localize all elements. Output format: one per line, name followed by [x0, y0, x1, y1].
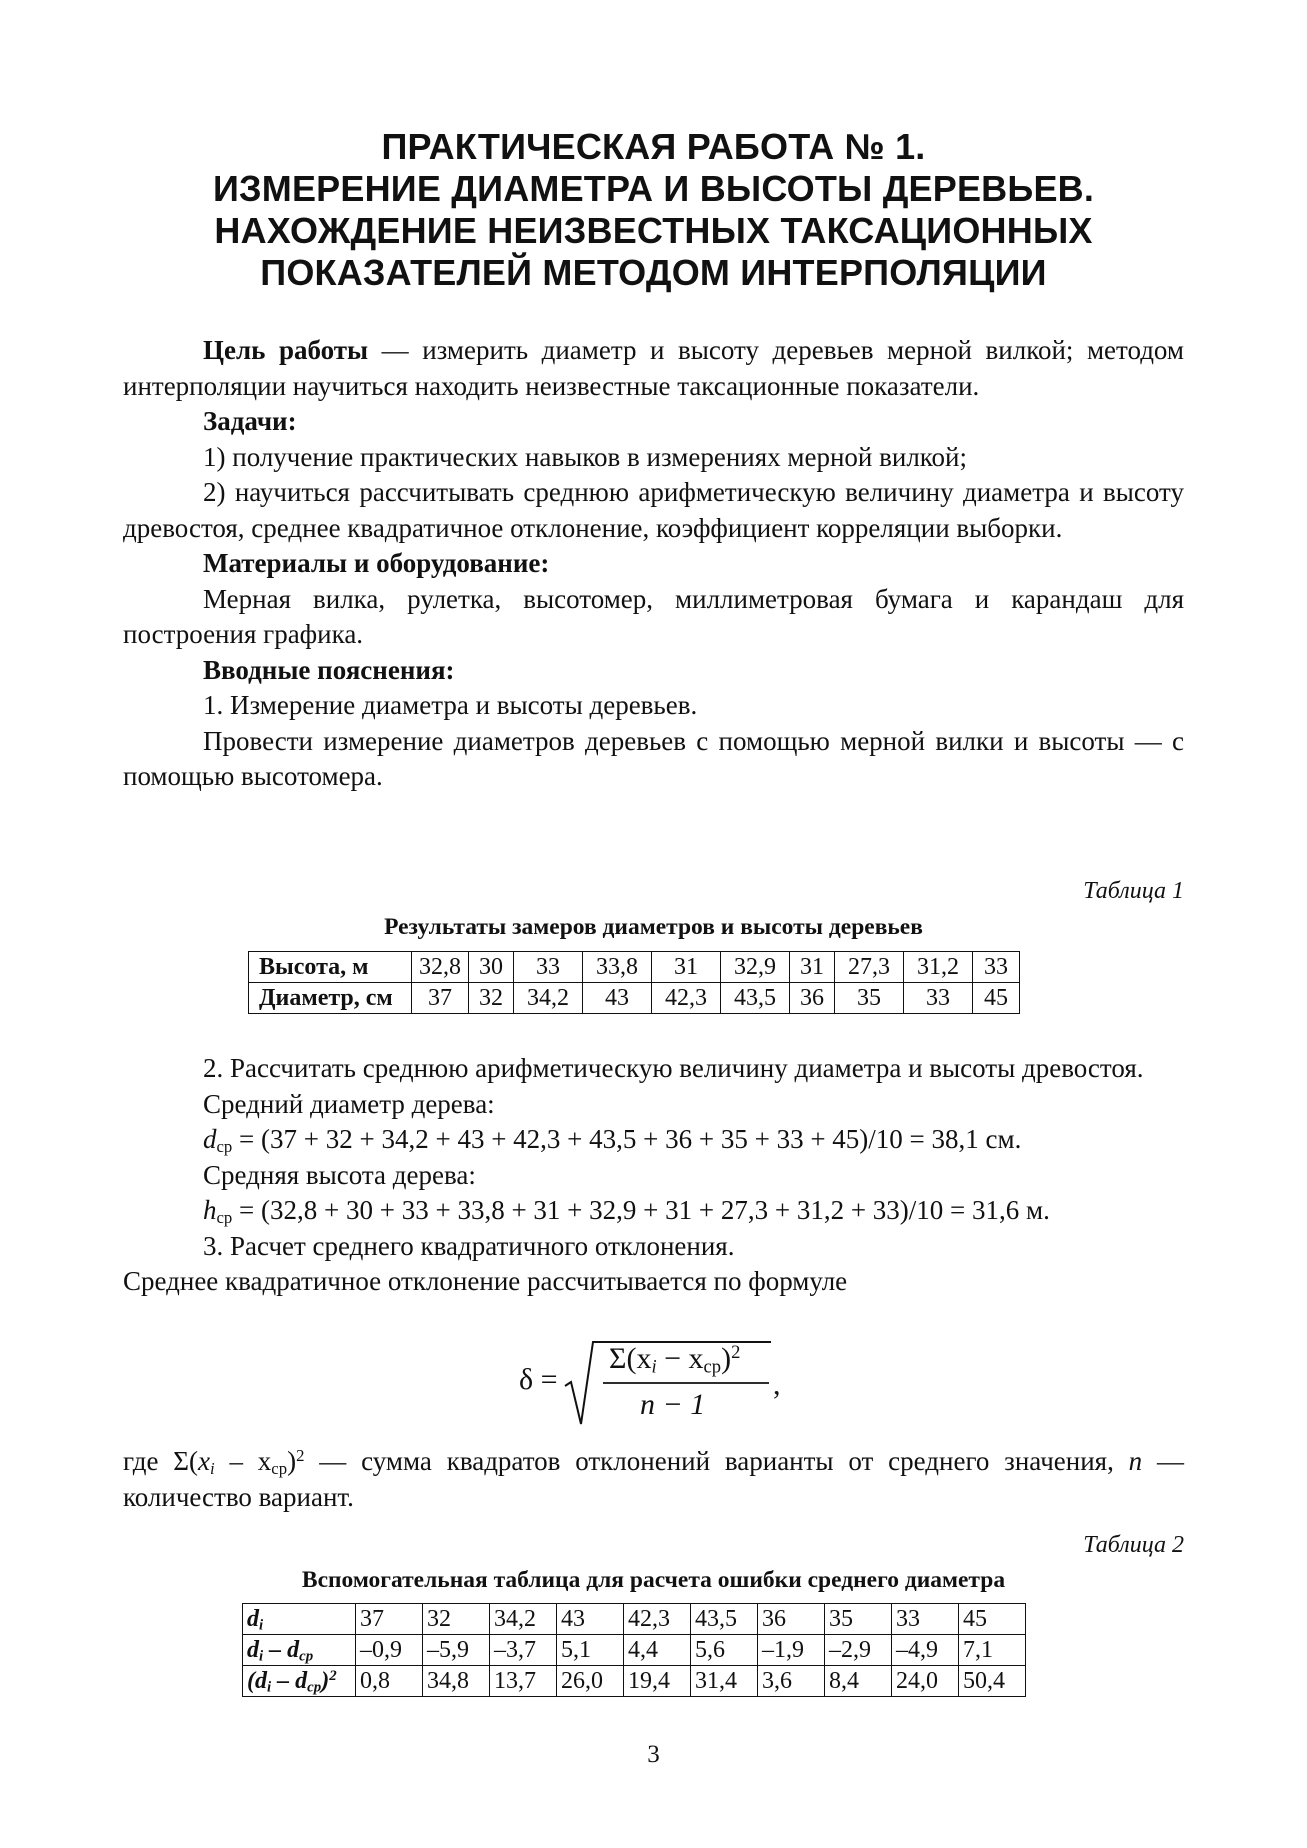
table-cell: 37	[412, 983, 469, 1014]
body-section-2	[123, 1051, 1184, 1300]
mean-height-label: Средняя высота дерева:	[203, 1159, 476, 1190]
table-cell: 3,6	[758, 1666, 825, 1697]
numerator-pow: 2	[731, 1341, 741, 1363]
mean-diameter-label: Средний диаметр дерева:	[203, 1088, 495, 1119]
table-cell: 34,2	[490, 1604, 557, 1635]
numerator-i: i	[651, 1356, 657, 1378]
body-section-3	[123, 1444, 1184, 1515]
step3-text: 3. Расчет среднего квадратичного отклонения.	[203, 1230, 735, 1261]
table-cell: 33	[904, 983, 973, 1014]
explain-start: где Σ(	[123, 1446, 198, 1476]
explain-n: n	[1128, 1446, 1143, 1476]
explain-x: x	[198, 1446, 210, 1476]
table-cell: 8,4	[825, 1666, 892, 1697]
formula-numerator	[609, 1342, 740, 1376]
explain-mid: – x	[214, 1446, 272, 1476]
table-cell: –4,9	[892, 1635, 959, 1666]
table2	[242, 1603, 1026, 1697]
table2-row-2	[243, 1635, 1026, 1666]
title-line-1: ПРАКТИЧЕСКАЯ РАБОТА № 1.	[381, 126, 926, 167]
label-close: )	[321, 1668, 330, 1694]
table-cell: 26,0	[557, 1666, 624, 1697]
table1-diameter-row	[249, 983, 1020, 1014]
table1-height-row	[249, 952, 1020, 983]
table-cell: 35	[835, 983, 904, 1014]
label-sub: i	[267, 1679, 272, 1696]
explain-close: )	[287, 1446, 297, 1476]
table1-diameter-label: Диаметр, см	[249, 983, 412, 1014]
table1	[248, 951, 1020, 1014]
goal-text: — измерить диаметр и высоту деревьев мерной вилкой; методом интерполяции научиться находить неизвестные таксационные показатели.	[123, 335, 1184, 401]
label-sub2: ср	[307, 1679, 322, 1696]
step2-text: 2. Рассчитать среднюю арифметическую величину диаметра и высоты древостоя.	[203, 1053, 1144, 1083]
table-cell: 31	[790, 952, 835, 983]
tasks-heading-text: Задачи:	[203, 406, 297, 436]
table-cell: 7,1	[959, 1635, 1026, 1666]
table-cell: 35	[825, 1604, 892, 1635]
table1-title: Результаты замеров диаметров и высоты деревьев	[384, 914, 923, 940]
std-deviation-formula	[519, 1338, 819, 1428]
label-d: d	[247, 1637, 259, 1663]
formula-comma: ,	[773, 1368, 781, 1401]
label-sub: i	[259, 1648, 264, 1665]
table-cell: 32	[423, 1604, 490, 1635]
table-cell: 27,3	[835, 952, 904, 983]
table-cell: 4,4	[624, 1635, 691, 1666]
explain-rest: — сумма квадратов отклонений варианты от среднего значения,	[304, 1446, 1114, 1476]
mean-diameter-formula	[123, 1122, 1184, 1158]
formula-intro: Среднее квадратичное отклонение рассчитывается по формуле	[123, 1266, 848, 1296]
formula-lhs: δ =	[519, 1363, 558, 1396]
table-cell: –2,9	[825, 1635, 892, 1666]
table-cell: 33	[973, 952, 1020, 983]
table1-height-label: Высота, м	[249, 952, 412, 983]
table-cell: 31,2	[904, 952, 973, 983]
explain-sub: ср	[271, 1459, 288, 1479]
mean-height-formula	[123, 1193, 1184, 1229]
table-cell: 33	[514, 952, 583, 983]
explain-n-rest: — количество вариант.	[123, 1446, 1184, 1512]
table-cell: 45	[973, 983, 1020, 1014]
table2-row3-label	[243, 1666, 356, 1697]
title-line-4: ПОКАЗАТЕЛЕЙ МЕТОДОМ ИНТЕРПОЛЯЦИИ	[260, 252, 1047, 293]
table2-title: Вспомогательная таблица для расчета ошибки среднего диаметра	[301, 1567, 1006, 1593]
formula-denominator: n − 1	[640, 1388, 706, 1421]
table-cell: 33	[892, 1604, 959, 1635]
materials-heading-text: Материалы и оборудование:	[203, 548, 550, 578]
intro-heading-text: Вводные пояснения:	[203, 654, 455, 685]
table-cell: 31,4	[691, 1666, 758, 1697]
goal-paragraph	[123, 333, 1184, 404]
table-cell: 13,7	[490, 1666, 557, 1697]
table-cell: 50,4	[959, 1666, 1026, 1697]
label-d: d	[247, 1606, 259, 1632]
intro-heading	[123, 653, 1184, 689]
numerator-close: )	[721, 1342, 732, 1375]
task-item-2: 2) научиться рассчитывать среднюю арифметическую величину диаметра и высоту древостоя, среднее квадратичное отклонение, коэффициент корреляции выборки.	[123, 477, 1184, 543]
formula-explanation	[123, 1444, 1184, 1515]
materials-heading	[123, 546, 1184, 582]
table2-row2-label	[243, 1635, 356, 1666]
mean-height-var: h	[203, 1195, 217, 1225]
explain-pow: 2	[296, 1445, 305, 1465]
table-cell: 34,2	[514, 983, 583, 1014]
page-number: 3	[647, 1741, 660, 1768]
table-cell: 42,3	[624, 1604, 691, 1635]
mean-diameter-var: d	[203, 1124, 217, 1154]
table-cell: –3,7	[490, 1635, 557, 1666]
table-cell: 5,1	[557, 1635, 624, 1666]
body-section-1	[123, 333, 1184, 795]
table-cell: 36	[758, 1604, 825, 1635]
table-cell: 30	[469, 952, 514, 983]
label-mid: – d	[263, 1637, 300, 1663]
table-cell: 32,8	[412, 952, 469, 983]
intro-step-1: 1. Измерение диаметра и высоты деревьев.	[203, 690, 698, 720]
table-cell: 45	[959, 1604, 1026, 1635]
table-cell: 43,5	[721, 983, 790, 1014]
task-item-1: 1) получение практических навыков в измерениях мерной вилкой;	[203, 441, 967, 472]
table-cell: 32	[469, 983, 514, 1014]
table-cell: 34,8	[423, 1666, 490, 1697]
mean-height-expression: = (32,8 + 30 + 33 + 33,8 + 31 + 32,9 + 31 + 27,3 + 31,2 + 33)/10 = 31,6 м.	[232, 1195, 1050, 1225]
table-cell: –1,9	[758, 1635, 825, 1666]
table-cell: 24,0	[892, 1666, 959, 1697]
table-cell: 33,8	[583, 952, 652, 983]
mean-height-sub: ср	[216, 1208, 233, 1228]
table-cell: 37	[356, 1604, 423, 1635]
table-cell: 19,4	[624, 1666, 691, 1697]
goal-label: Цель работы	[203, 335, 369, 365]
title-line-2: ИЗМЕРЕНИЕ ДИАМЕТРА И ВЫСОТЫ ДЕРЕВЬЕВ.	[212, 168, 1095, 209]
numerator-sub: ср	[703, 1356, 722, 1378]
table2-row1-label	[243, 1604, 356, 1635]
materials-text: Мерная вилка, рулетка, высотомер, миллиметровая бумага и карандаш для построения графика.	[123, 583, 1184, 649]
label-sub: i	[259, 1617, 264, 1634]
table-cell: 0,8	[356, 1666, 423, 1697]
label-pow: 2	[329, 1667, 337, 1684]
page-title	[120, 126, 1187, 294]
table-cell: 43	[583, 983, 652, 1014]
table1-caption: Таблица 1	[1083, 878, 1184, 904]
mean-diameter-expression: = (37 + 32 + 34,2 + 43 + 42,3 + 43,5 + 36 + 35 + 33 + 45)/10 = 38,1 см.	[232, 1124, 1022, 1154]
table-cell: 36	[790, 983, 835, 1014]
table-cell: –5,9	[423, 1635, 490, 1666]
table2-caption: Таблица 2	[1083, 1532, 1184, 1558]
label-sub2: ср	[299, 1648, 314, 1665]
table-cell: 43	[557, 1604, 624, 1635]
table2-row-1	[243, 1604, 1026, 1635]
numerator-sum: Σ(x	[609, 1342, 652, 1375]
numerator-minus: − x	[656, 1342, 704, 1375]
tasks-heading	[123, 404, 1184, 440]
table-cell: –0,9	[356, 1635, 423, 1666]
mean-diameter-sub: ср	[216, 1137, 233, 1157]
table-cell: 5,6	[691, 1635, 758, 1666]
table-cell: 32,9	[721, 952, 790, 983]
table-cell: 31	[652, 952, 721, 983]
table2-row-3	[243, 1666, 1026, 1697]
title-line-3: НАХОЖДЕНИЕ НЕИЗВЕСТНЫХ ТАКСАЦИОННЫХ	[214, 210, 1093, 251]
table-cell: 43,5	[691, 1604, 758, 1635]
label-open: (d	[247, 1668, 267, 1694]
table-cell: 42,3	[652, 983, 721, 1014]
intro-step-1-text: Провести измерение диаметров деревьев с помощью мерной вилки и высоты — с помощью высотомера.	[123, 725, 1184, 791]
label-mid: – d	[271, 1668, 308, 1694]
explain-i: i	[209, 1459, 215, 1479]
